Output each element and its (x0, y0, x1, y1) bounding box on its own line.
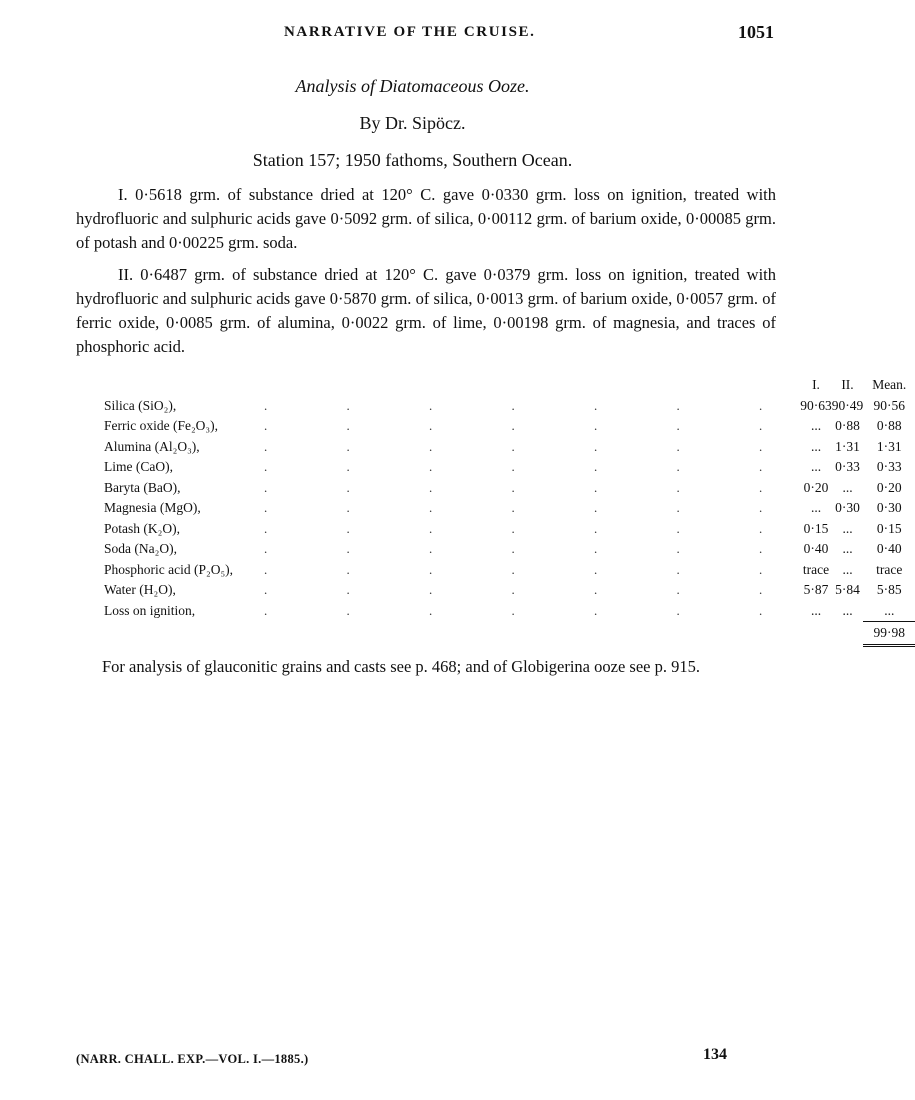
value-mean: ... (884, 602, 895, 618)
analysis-table (104, 375, 915, 647)
table-row (104, 601, 915, 622)
value-i: trace (802, 561, 830, 577)
total-value: 99·98 (863, 621, 915, 647)
table-row (104, 498, 915, 519)
value-i: 5·87 (803, 582, 829, 597)
row-label-cell (104, 457, 800, 478)
value-ii: 0·30 (835, 500, 860, 515)
row-label: Soda (Na₂O), (104, 541, 177, 556)
page-number: 1051 (738, 22, 774, 42)
row-label: Silica (SiO₂), (104, 397, 177, 413)
leader-dots: . . . . . . . (264, 459, 801, 474)
value-i: ... (810, 438, 822, 454)
row-label-cell (104, 560, 800, 581)
row-label-cell (104, 416, 800, 437)
row-label-cell (104, 498, 800, 519)
row-label: Lime (CaO), (104, 459, 173, 474)
value-mean: 0·40 (876, 541, 902, 556)
header-col-ii: II. (841, 377, 854, 392)
value-i: 0·40 (803, 541, 829, 556)
value-i: 0·20 (803, 479, 829, 495)
leader-dots: . . . . . . . (264, 561, 801, 577)
value-i: 90·63 (800, 397, 832, 413)
value-ii: 0·33 (835, 459, 860, 474)
table-row (104, 416, 915, 437)
leader-dots: . . . . . . . (264, 602, 801, 618)
header-col-i: I. (812, 377, 820, 392)
value-mean: trace (876, 561, 903, 577)
value-i: ... (810, 602, 822, 618)
total-row (104, 621, 915, 647)
row-label: Alumina (Al₂O₃), (104, 438, 200, 454)
value-i: ... (810, 459, 822, 474)
value-ii: 1·31 (835, 438, 860, 454)
row-label: Water (H₂O), (104, 582, 176, 597)
leader-dots: . . . . . . . (264, 418, 801, 433)
table-row (104, 539, 915, 560)
value-ii: ... (842, 561, 853, 577)
analysis-paragraph-2: II. 0·6487 grm. of substance dried at 120° C. gave 0·0379 grm. loss on ignition, treated with hydrofluoric and sulphuric acids gave 0·5870 grm. of silica, 0·0013 grm. of barium oxide, 0·0057 grm. of ferric oxide, 0·0085 grm. of alumina, 0·0022 grm. of lime, 0·00198 grm. of magnesia, and traces of phosphoric acid. (76, 265, 776, 356)
leader-dots: . . . . . . . (264, 582, 801, 597)
value-mean: 0·20 (876, 479, 902, 495)
leader-dots: . . . . . . . (264, 479, 801, 495)
leader-dots: . . . . . . . (264, 541, 801, 556)
value-mean: 0·15 (876, 520, 902, 536)
table-row (104, 437, 915, 458)
row-label-cell (104, 519, 800, 540)
value-i: ... (810, 418, 822, 433)
row-label: Loss on ignition, (104, 602, 196, 618)
row-label: Potash (K₂O), (104, 520, 180, 536)
publication-footer: (NARR. CHALL. EXP.—VOL. I.—1885.) (76, 1052, 309, 1066)
value-mean: 0·30 (876, 500, 902, 515)
value-mean: 5·85 (876, 582, 902, 597)
value-ii: ... (842, 520, 853, 536)
analysis-paragraph-1: I. 0·5618 grm. of substance dried at 120° C. gave 0·0330 grm. loss on ignition, treated with hydrofluoric and sulphuric acids gave 0·5092 grm. of silica, 0·00112 grm. of barium oxide, 0·00085 grm. of potash and 0·00225 grm. soda. (76, 185, 776, 252)
table-row (104, 580, 915, 601)
value-mean: 0·88 (876, 418, 902, 433)
table-row (104, 478, 915, 499)
row-label-cell (104, 580, 800, 601)
value-ii: 0·88 (835, 418, 860, 433)
row-label-cell (104, 539, 800, 560)
leader-dots: . . . . . . . (264, 500, 801, 515)
table-header-row (104, 375, 915, 396)
row-label: Magnesia (MgO), (104, 500, 201, 515)
value-ii: ... (842, 479, 853, 495)
row-label: Phosphoric acid (P₂O₅), (104, 561, 234, 577)
table-row (104, 396, 915, 417)
leader-dots: . . . . . . . (264, 438, 801, 454)
cross-reference-paragraph: For analysis of glauconitic grains and casts see p. 468; and of Globigerina ooze see p. 915. (102, 657, 700, 676)
value-ii: ... (842, 602, 853, 618)
row-label: Baryta (BaO), (104, 479, 181, 495)
value-mean: 1·31 (876, 438, 902, 454)
leader-dots: . . . . . . . (264, 520, 801, 536)
value-ii: 90·49 (831, 397, 864, 413)
value-ii: 5·84 (835, 582, 860, 597)
table-row (104, 519, 915, 540)
table-row (104, 560, 915, 581)
row-label-cell (104, 437, 800, 458)
value-ii: ... (842, 541, 853, 556)
header-col-mean: Mean. (872, 377, 907, 392)
table-row (104, 457, 915, 478)
signature-number: 134 (703, 1046, 727, 1063)
leader-dots: . . . . . . . (264, 397, 801, 413)
row-label-cell (104, 396, 800, 417)
section-title: Analysis of Diatomaceous Ooze. (295, 76, 530, 96)
value-mean: 90·56 (873, 397, 905, 413)
row-label: Ferric oxide (Fe₂O₃), (104, 418, 219, 433)
running-header (0, 24, 825, 48)
running-title: NARRATIVE OF THE CRUISE. (284, 24, 536, 40)
row-label-cell (104, 601, 800, 622)
station-line: Station 157; 1950 fathoms, Southern Ocean. (252, 150, 573, 170)
row-label-cell (104, 478, 800, 499)
value-i: 0·15 (803, 520, 829, 536)
value-mean: 0·33 (876, 459, 902, 474)
value-i: ... (810, 500, 822, 515)
author-line: By Dr. Sipöcz. (359, 113, 466, 133)
